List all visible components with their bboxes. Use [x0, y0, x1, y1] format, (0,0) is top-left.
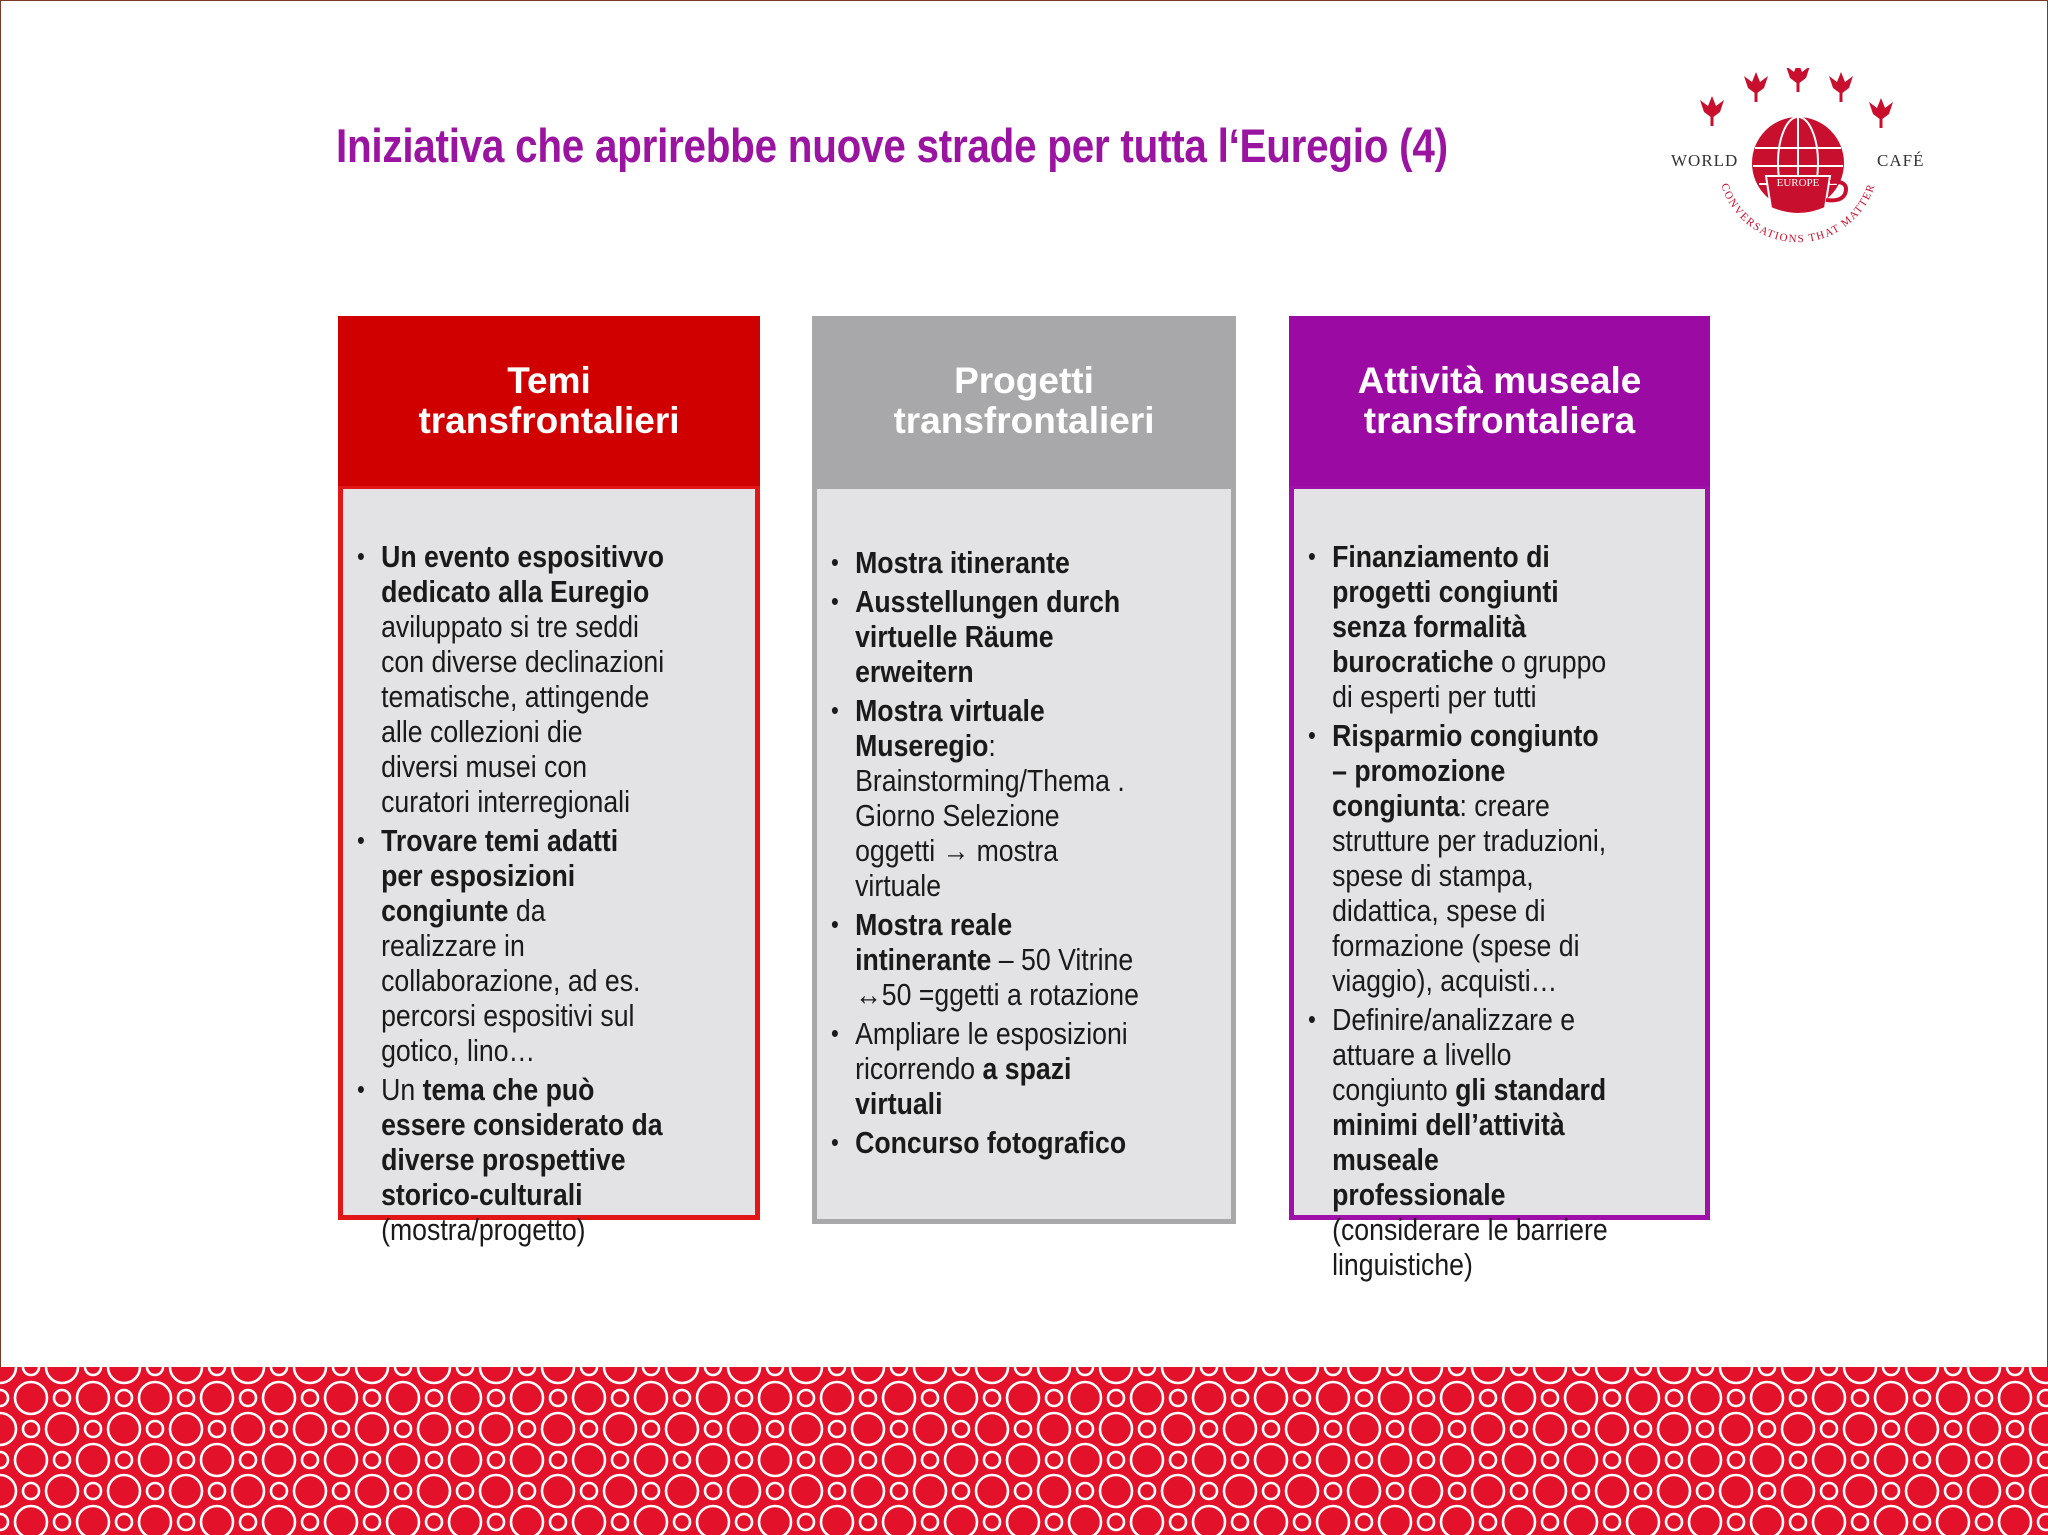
list-item: • Mostra reale intinerante – 50 Vitrine ↔50 =ggetti a rotazione: [831, 907, 1141, 1012]
heading-line-2: transfrontaliera: [1363, 400, 1636, 441]
list-item: • Trovare temi adatti per esposizioni congiunte da realizzare in collaborazione, ad es. percorsi espositivi sul gotico, lino…: [357, 823, 667, 1068]
list-item: • Ampliare le esposizioni ricorrendo a spazi virtuali: [831, 1016, 1141, 1121]
tulip-icon: [1869, 98, 1893, 128]
logo-left-text: WORLD: [1671, 151, 1739, 170]
slide-title: Iniziativa che aprirebbe nuove strade per tutta l‘Euregio (4): [336, 119, 1448, 172]
column-heading: [338, 316, 760, 486]
world-cafe-europe-logo: [1665, 68, 1931, 268]
list-item: • Definire/analizzare e attuare a livello congiunto gli standard minimi dell’attività museale professionale (considerare le barriere linguistiche): [1308, 1002, 1618, 1282]
decorative-pattern-band: [0, 1367, 2048, 1535]
heading-line-2: transfrontalieri: [893, 400, 1155, 441]
tulip-icon: [1786, 68, 1810, 92]
column-body: [338, 486, 760, 1247]
heading-line-1: Temi: [507, 360, 591, 401]
column-body: [1289, 486, 1710, 1282]
tulip-icon: [1744, 72, 1768, 102]
heading-line-2: transfrontalieri: [418, 400, 680, 441]
list-item: • Risparmio congiunto – promozione congiunta: creare strutture per traduzioni, spese di stampa, didattica, spese di formazione (spese di viaggio), acquisti…: [1308, 718, 1618, 998]
list-item: • Ausstellungen durch virtuelle Räume erweitern: [831, 584, 1141, 689]
heading-line-1: Progetti: [954, 360, 1094, 401]
heading-line-1: Attività museale: [1357, 360, 1642, 401]
list-item: • Mostra itinerante: [831, 545, 1141, 580]
tulip-icon: [1700, 96, 1724, 126]
bullet-list: [1308, 539, 1618, 1282]
list-item: • Concurso fotografico: [831, 1125, 1141, 1160]
logo-arc-text: CONVERSATIONS THAT MATTER: [1718, 181, 1878, 246]
column-heading: [1289, 316, 1710, 486]
bullet-list: [831, 545, 1141, 1160]
list-item: • Un tema che può essere considerato da diverse prospettive storico-culturali (mostra/progetto): [357, 1072, 667, 1247]
list-item: • Un evento espositivvo dedicato alla Euregio aviluppato si tre seddi con diverse declinazioni tematische, attingende alle collezioni die diversi musei con curatori interregionali: [357, 539, 667, 819]
logo-right-text: CAFÉ: [1877, 151, 1925, 170]
bullet-list: [357, 539, 667, 1247]
logo-center-text: EUROPE: [1776, 177, 1820, 189]
list-item: • Mostra virtuale Museregio: Brainstorming/Thema . Giorno Selezione oggetti → mostra virtuale: [831, 693, 1141, 903]
column-body: [812, 486, 1236, 1224]
list-item: • Finanziamento di progetti congiunti senza formalità burocratiche o gruppo di esperti per tutti: [1308, 539, 1618, 714]
column-heading: [812, 316, 1236, 486]
tulip-icon: [1829, 72, 1853, 102]
